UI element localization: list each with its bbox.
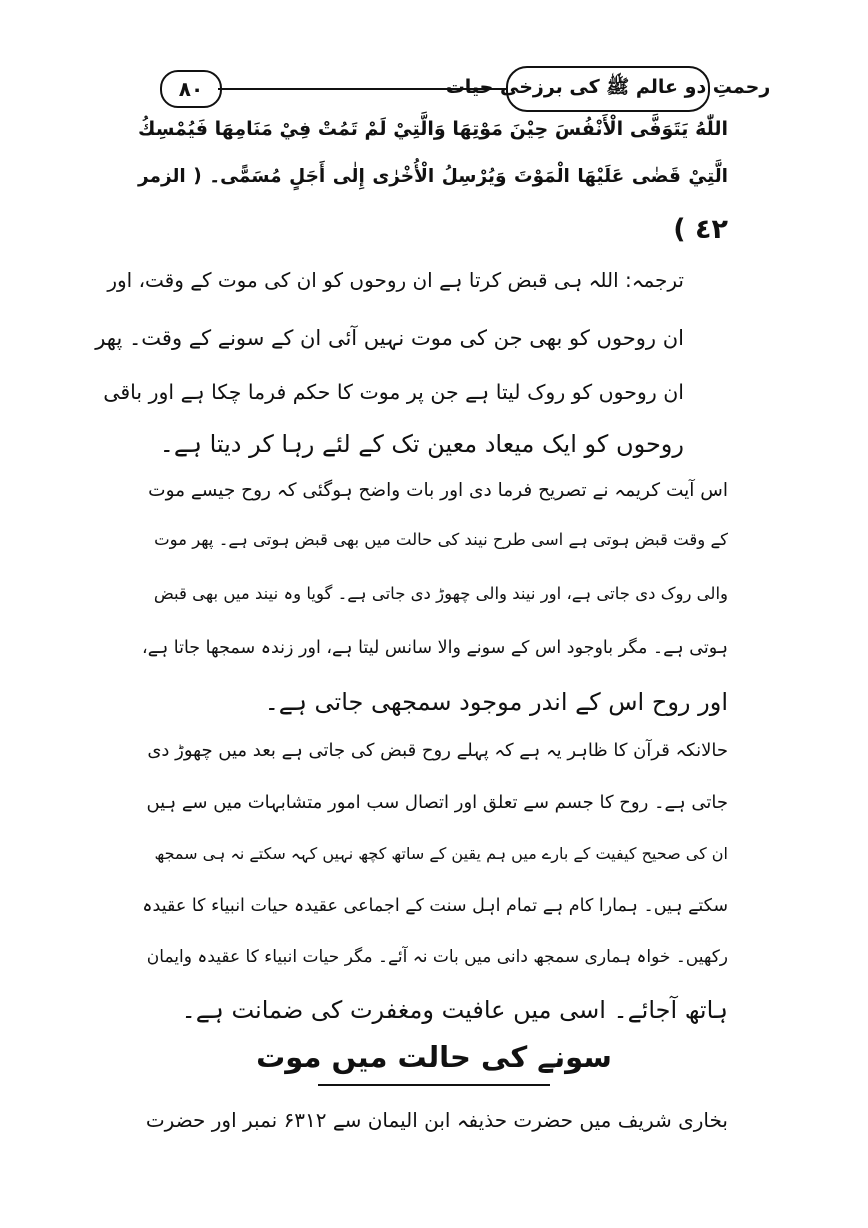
paragraph-line: رکھیں۔ خواہ ہماری سمجھ دانی میں بات نہ آئے۔ مگر حیات انبیاء کا عقیدہ وایمان [146, 947, 728, 967]
paragraph-line: ہاتھ آجائے۔ اسی میں عافیت ومغفرت کی ضمانت ہے۔ [181, 996, 728, 1024]
translation-line: ان روحوں کو بھی جن کی موت نہیں آئی ان کے سونے کے وقت۔ پھر [95, 326, 684, 350]
paragraph-line: کے وقت قبض ہوتی ہے اسی طرح نیند کی حالت میں بھی قبض ہوتی ہے۔ پھر موت [154, 530, 728, 549]
verse-reference: ٤٢ ) [673, 214, 728, 245]
paragraph-line: حالانکہ قرآن کا ظاہر یہ ہے کہ پہلے روح قبض کی جاتی ہے بعد میں چھوڑ دی [147, 740, 728, 761]
heading-underline [318, 1084, 550, 1086]
page-number: ٨٠ [160, 70, 222, 108]
paragraph-line: والی روک دی جاتی ہے، اور نیند والی چھوڑ دی جاتی ہے۔ گویا وہ نیند میں بھی قبض [153, 584, 728, 603]
paragraph-line: بخاری شریف میں حضرت حذیفہ ابن الیمان سے ۶۳۱۲ نمبر اور حضرت [145, 1108, 728, 1132]
section-heading: سونے کی حالت میں موت [256, 1040, 612, 1074]
verse-line: اللّٰهُ يَتَوَفَّى الْأَنْفُسَ حِيْنَ مَوْتِهَا وَالَّتِيْ لَمْ تَمُتْ فِيْ مَنَامِهَا فَيُمْسِكُ [138, 118, 728, 140]
paragraph-line: اس آیت کریمہ نے تصریح فرما دی اور بات واضح ہوگئی کہ روح جیسے موت [148, 480, 728, 501]
paragraph-line: سکتے ہیں۔ ہمارا کام ہے تمام اہل سنت کے اجماعی عقیدہ حیات انبیاء کا عقیدہ [142, 896, 728, 916]
paragraph-line: ان کی صحیح کیفیت کے بارے میں ہم یقین کے ساتھ کچھ نہیں کہہ سکتے نہ ہی سمجھ [154, 844, 728, 863]
translation-line: روحوں کو ایک میعاد معین تک کے لئے رہا کر دیتا ہے۔ [159, 430, 684, 458]
verse-line: الَّتِيْ قَضٰى عَلَيْهَا الْمَوْتَ وَيُرْسِلُ الْأُخْرٰى إِلٰى أَجَلٍ مُسَمًّى۔ ( الزمر [138, 166, 728, 187]
paragraph-line: جاتی ہے۔ روح کا جسم سے تعلق اور اتصال سب امور متشابہات میں سے ہیں [146, 792, 728, 813]
paragraph-line: ہوتی ہے۔ مگر باوجود اس کے سونے والا سانس لیتا ہے، اور زندہ سمجھا جاتا ہے، [142, 638, 728, 658]
paragraph-line: اور روح اس کے اندر موجود سمجھی جاتی ہے۔ [264, 688, 728, 716]
translation-line: ان روحوں کو روک لیتا ہے جن پر موت کا حکم فرما چکا ہے اور باقی [103, 380, 684, 404]
running-title: رحمتِ دو عالم ﷺ کی برزخی حیات [506, 66, 710, 112]
translation-line: ترجمہ: اللہ ہی قبض کرتا ہے ان روحوں کو ان کی موت کے وقت، اور [107, 268, 684, 292]
